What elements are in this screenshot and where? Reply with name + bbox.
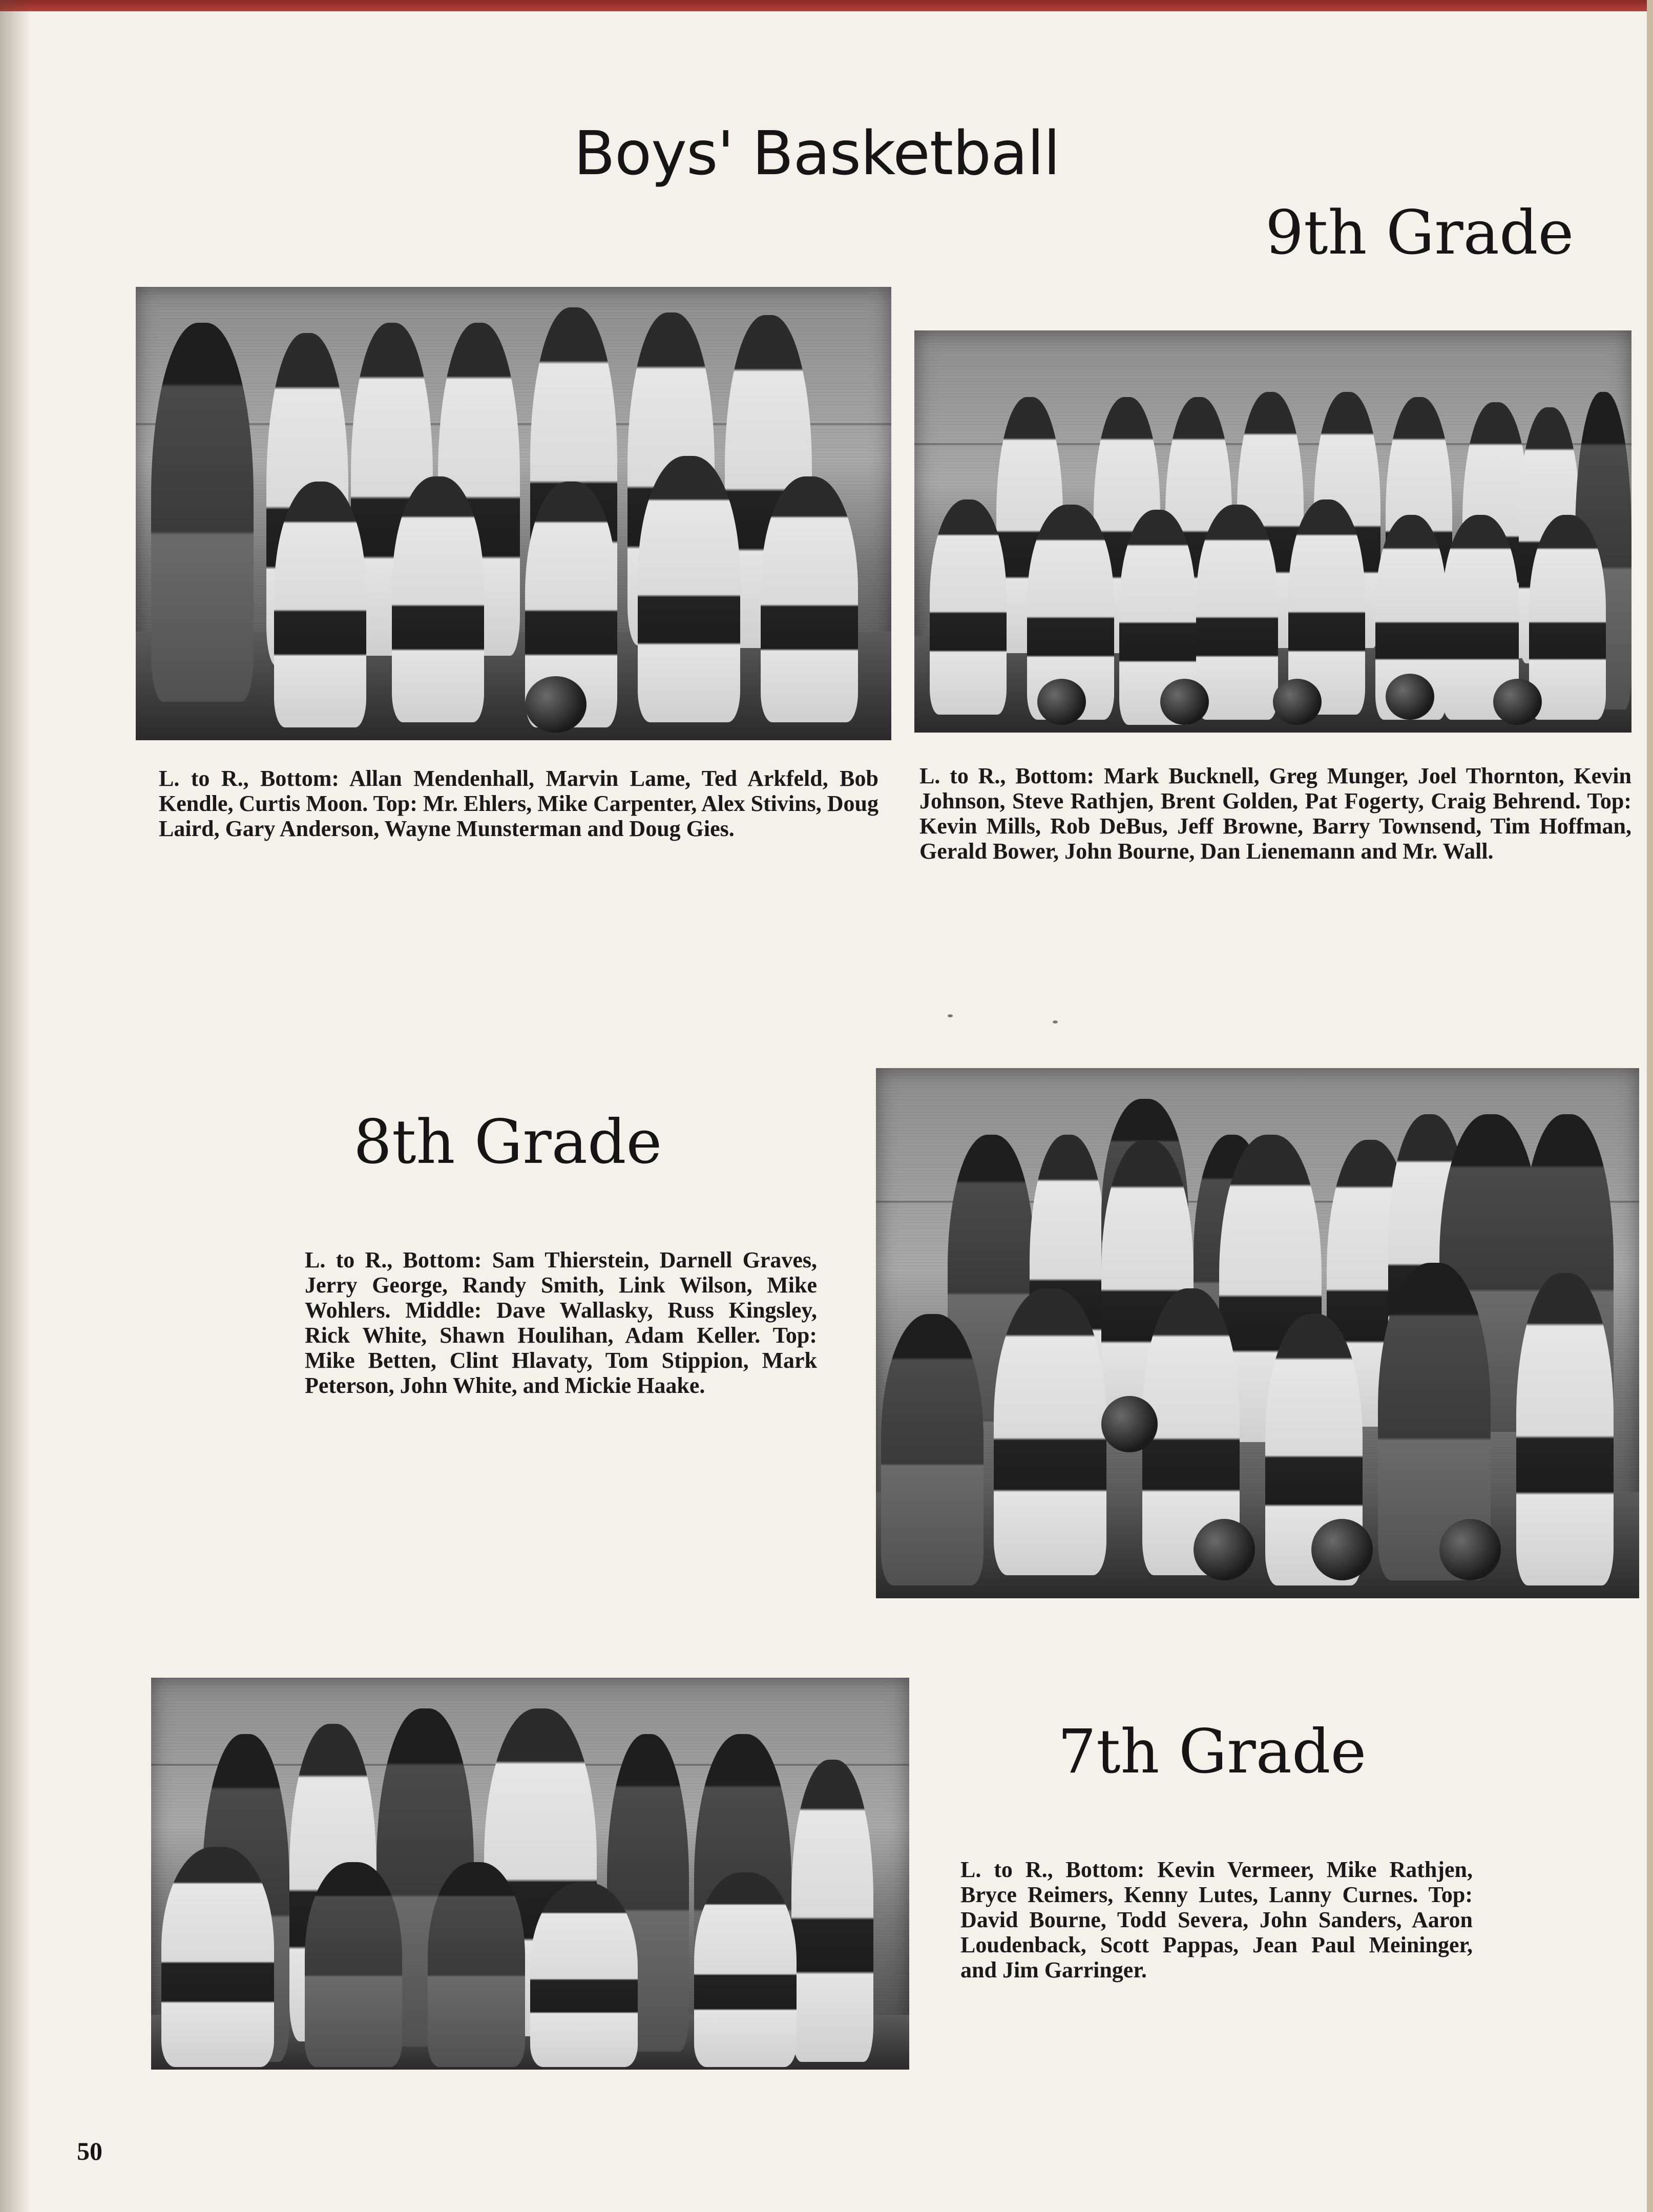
grade7-heading: 7th Grade <box>1058 1716 1367 1787</box>
grade8-team-photo <box>876 1068 1639 1598</box>
book-top-edge <box>0 0 1653 11</box>
grade8-caption: L. to R., Bottom: Sam Thierstein, Darnell Graves, Jerry George, Randy Smith, Link Wilson, Mike Wohlers. Middle: Dave Wallasky, Russ Kingsley, Rick White, Shawn Houlihan, Adam Keller. Top: Mike Betten, Clint Hlavaty, Tom Stippion, Mark Peterson, John White, and Mickie Haake. <box>305 1247 817 1398</box>
grade9-caption-left: L. to R., Bottom: Allan Mendenhall, Marvin Lame, Ted Arkfeld, Bob Kendle, Curtis Moon. Top: Mr. Ehlers, Mike Carpenter, Alex Stivins, Doug Laird, Gary Anderson, Wayne Munsterman and Doug Gies. <box>159 766 878 841</box>
grade7-team-photo <box>151 1678 909 2070</box>
page-title: Boys' Basketball <box>574 118 1060 189</box>
grade9-heading: 9th Grade <box>1265 197 1574 268</box>
grade8-heading: 8th Grade <box>353 1107 662 1177</box>
page-number: 50 <box>77 2137 102 2165</box>
grade9-team-photo-left <box>136 287 891 740</box>
book-spine-shadow <box>0 0 31 2212</box>
grade9-caption-right: L. to R., Bottom: Mark Bucknell, Greg Munger, Joel Thornton, Kevin Johnson, Steve Rathjen, Brent Golden, Pat Fogerty, Craig Behrend. Top: Kevin Mills, Rob DeBus, Jeff Browne, Barry Townsend, Tim Hoffman, Gerald Bower, John Bourne, Dan Lienemann and Mr. Wall. <box>919 763 1631 864</box>
page-right-edge <box>1647 0 1653 2212</box>
grade9-team-photo-right <box>914 330 1631 733</box>
grade7-caption: L. to R., Bottom: Kevin Vermeer, Mike Rathjen, Bryce Reimers, Kenny Lutes, Lanny Curnes. Top: David Bourne, Todd Severa, John Sanders, Aaron Loudenback, Scott Pappas, Jean Paul Meininger, and Jim Garringer. <box>960 1857 1473 1983</box>
